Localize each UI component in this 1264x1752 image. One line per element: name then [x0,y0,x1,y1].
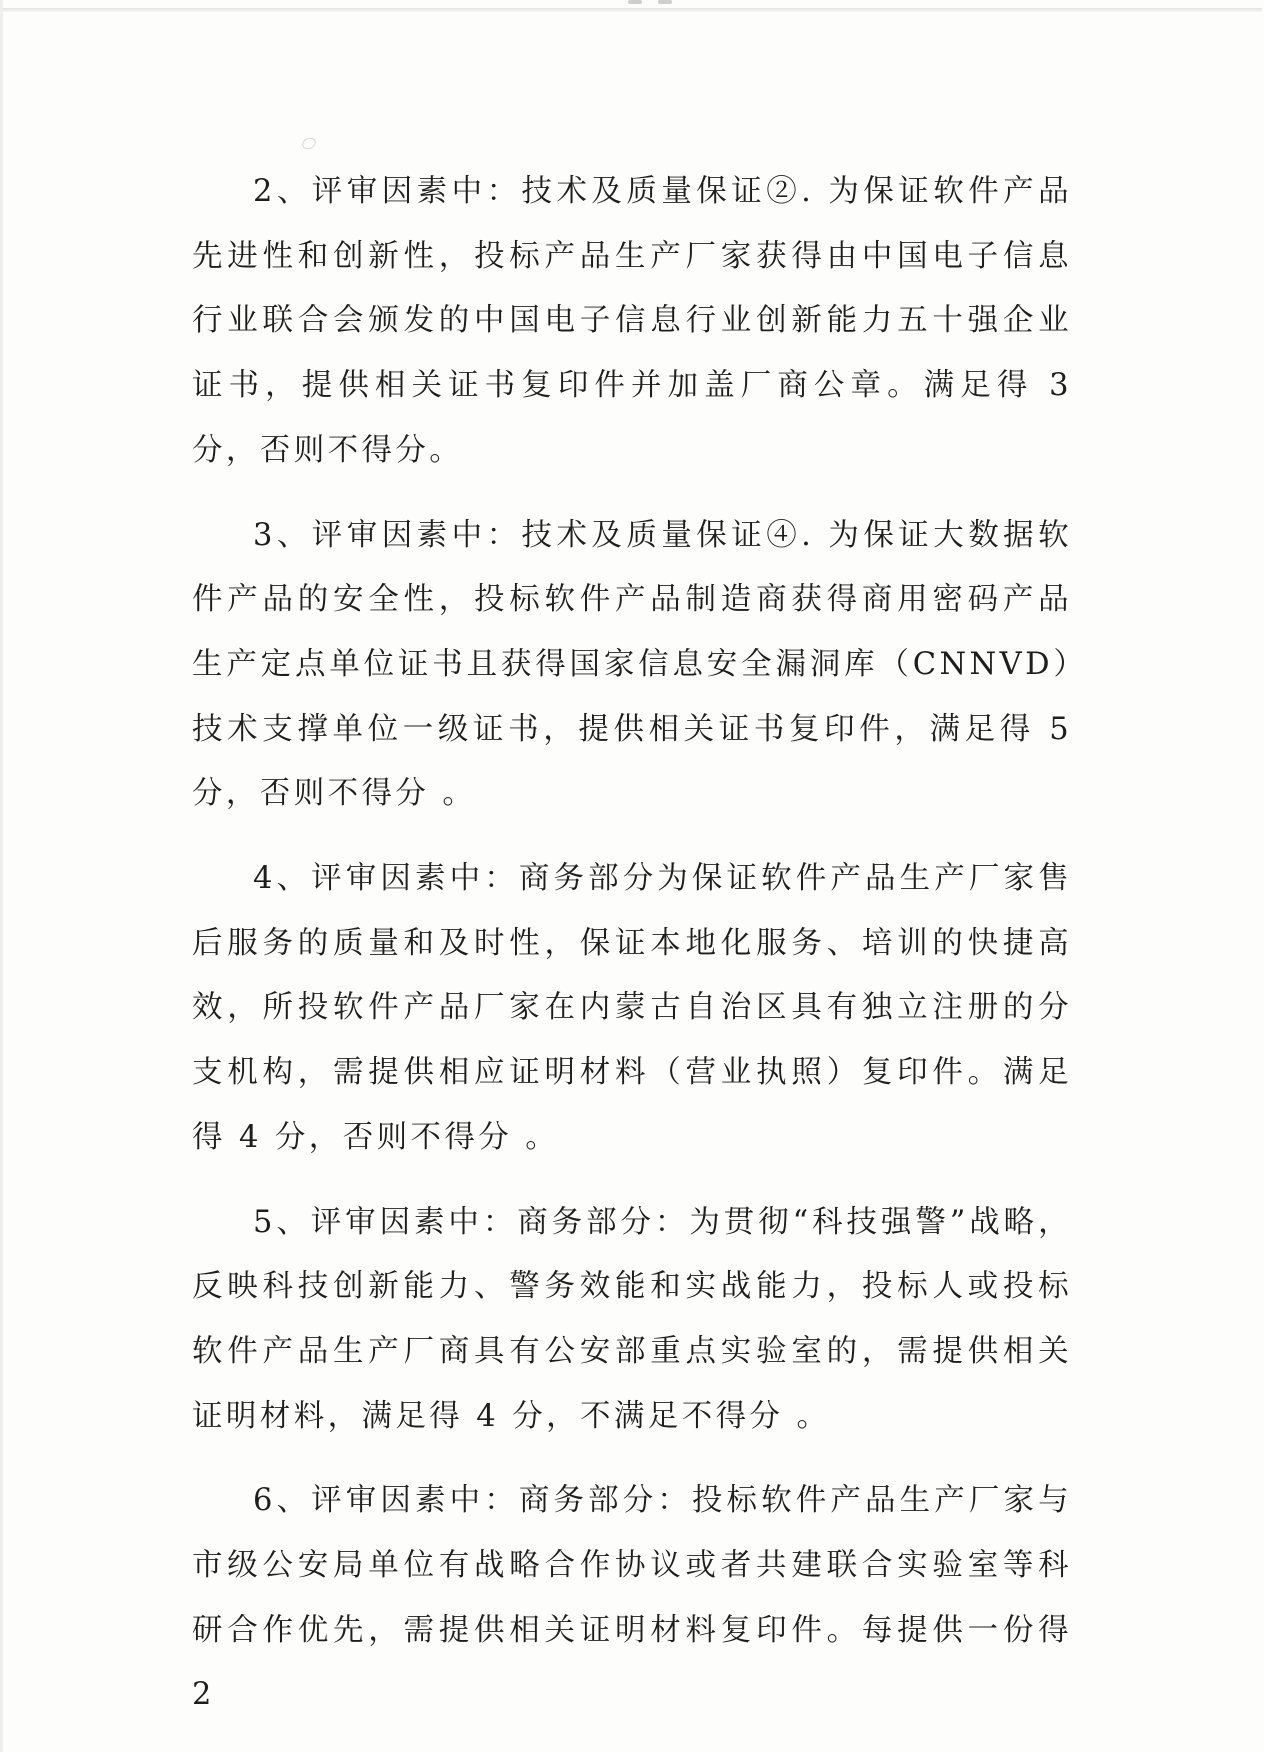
paragraph-item-5: 5、评审因素中：商务部分：为贯彻“科技强警”战略，反映科技创新能力、警务效能和实战能力，投标人或投标软件产品生产厂商具有公安部重点实验室的，需提供相关证明材料，满足得 4 分，不满足不得分 。 [192,1204,1072,1434]
paragraph-item-6: 6、评审因素中：商务部分：投标软件产品生产厂家与市级公安局单位有战略合作协议或者共建联合实验室等科研合作优先，需提供相关证明材料复印件。每提供一份得 2 [192,1483,1072,1713]
paragraph-item-4: 4、评审因素中：商务部分为保证软件产品生产厂家售后服务的质量和及时性，保证本地化服务、培训的快捷高效，所投软件产品厂家在内蒙古自治区具有独立注册的分支机构，需提供相应证明材料（营业执照）复印件。满足得 4 分，否则不得分 。 [192,861,1072,1155]
scan-left-edge [0,0,3,1752]
scan-speck [300,136,317,152]
paragraph-item-3: 3、评审因素中：技术及质量保证④. 为保证大数据软件产品的安全性，投标软件产品制造商获得商用密码产品生产定点单位证书且获得国家信息安全漏洞库（CNNVD）技术支撑单位一级证书，提供相关证书复印件，满足得 5 分，否则不得分 。 [192,517,1072,812]
scan-top-edge [0,8,1262,12]
scan-top-mark [628,0,642,4]
document-body [192,160,1072,1728]
paragraph-item-2: 2、评审因素中：技术及质量保证②. 为保证软件产品先进性和创新性，投标产品生产厂家获得由中国电子信息行业联合会颁发的中国电子信息行业创新能力五十强企业证书，提供相关证书复印件并加盖厂商公章。满足得 3 分，否则不得分。 [192,174,1072,468]
scan-top-mark [658,0,672,4]
